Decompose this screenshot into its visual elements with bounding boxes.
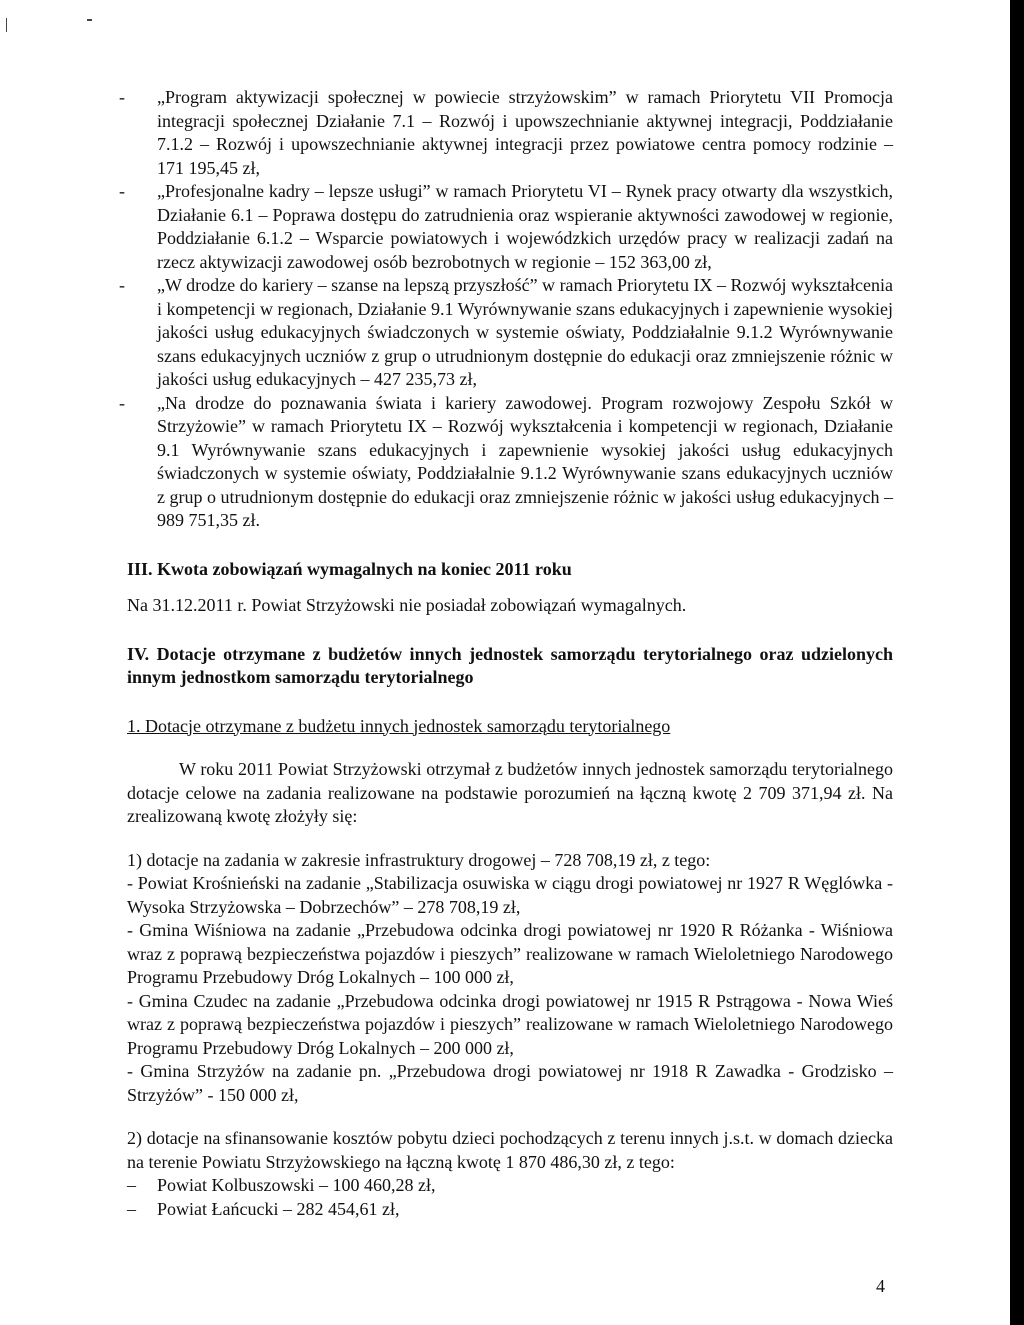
project-list [127, 86, 893, 533]
scan-edge-mark [6, 18, 7, 32]
section-iv-subheading: 1. Dotacje otrzymane z budżetu innych jednostek samorządu terytorialnego [127, 715, 671, 736]
point-2-item: – Powiat Kolbuszowski – 100 460,28 zł, [127, 1174, 893, 1198]
scan-edge-bar [1010, 0, 1024, 1325]
section-iii-text: Na 31.12.2011 r. Powiat Strzyżowski nie posiadał zobowiązań wymagalnych. [127, 595, 687, 615]
scan-speck [87, 19, 92, 21]
project-item: - „W drodze do kariery – szanse na lepszą przyszłość” w ramach Priorytetu IX – Rozwój wykształcenia i kompetencji w regionach, Działanie 9.1 Wyrównywanie szans edukacyjnych i zapewnienie wysokiej jakości usług edukacyjnych świadczonych w systemie oświaty, Poddziałalnie 9.1.2 Wyrównywanie szans edukacyjnych uczniów z grup o utrudnionym dostępnie do edukacji oraz zmniejszenie różnic w jakości usług edukacyjnych – 427 235,73 zł, [127, 274, 893, 392]
section-iv-heading: IV. Dotacje otrzymane z budżetów innych jednostek samorządu terytorialnego oraz udzielonych innym jednostkom samorządu terytorialnego [127, 643, 893, 687]
project-item: - „Na drodze do poznawania świata i kariery zawodowej. Program rozwojowy Zespołu Szkół w Strzyżowie” w ramach Priorytetu IX – Rozwój wykształcenia i kompetencji w regionach, Działanie 9.1 Wyrównywanie szans edukacyjnych i zapewnienie wysokiej jakości usług edukacyjnych świadczonych w systemie oświaty, Poddziałalnie 9.1.2 Wyrównywanie szans edukacyjnych uczniów z grup o utrudnionym dostępnie do edukacji oraz zmniejszenie różnic w jakości usług edukacyjnych – 989 751,35 zł. [127, 392, 893, 533]
project-item: - „Program aktywizacji społecznej w powiecie strzyżowskim” w ramach Priorytetu VII Promocja integracji społecznej Działanie 7.1 – Rozwój i upowszechnianie aktywnej integracji, Poddziałanie 7.1.2 – Rozwój i upowszechnianie aktywnej integracji przez powiatowe centra pomocy rodzinie – 171 195,45 zł, [127, 86, 893, 180]
point-1-line: - Powiat Krośnieński na zadanie „Stabilizacja osuwiska w ciągu drogi powiatowej nr 1927 R Węglówka - Wysoka Strzyżowska – Dobrzechów” – 278 708,19 zł, [127, 873, 893, 917]
project-item: - „Profesjonalne kadry – lepsze usługi” w ramach Priorytetu VI – Rynek pracy otwarty dla wszystkich, Działanie 6.1 – Poprawa dostępu do zatrudnienia oraz wspieranie aktywności zawodowej w regionie, Poddziałanie 6.1.2 – Wsparcie powiatowych i wojewódzkich urzędów pracy w realizacji zadań na rzecz aktywizacji zawodowej osób bezrobotnych w regionie – 152 363,00 zł, [127, 180, 893, 274]
point-1-line: - Gmina Czudec na zadanie „Przebudowa odcinka drogi powiatowej nr 1915 R Pstrągowa - Nowa Wieś wraz z poprawą bezpieczeństwa pojazdów i pieszych” realizowane w ramach Wieloletniego Narodowego Programu Przebudowy Dróg Lokalnych – 200 000 zł, [127, 990, 893, 1058]
page-number: 4 [876, 1276, 885, 1296]
point-1-line: - Gmina Strzyżów na zadanie pn. „Przebudowa drogi powiatowej nr 1918 R Zawadka - Grodzisko – Strzyżów” - 150 000 zł, [127, 1061, 893, 1105]
document-body [127, 86, 893, 1221]
point-2-title: 2) dotacje na sfinansowanie kosztów pobytu dzieci pochodzących z terenu innych j.s.t. w domach dziecka na terenie Powiatu Strzyżowskiego na łączną kwotę 1 870 486,30 zł, z tego: [127, 1128, 893, 1172]
point-1-title: 1) dotacje na zadania w zakresie infrastruktury drogowej – 728 708,19 zł, z tego: [127, 849, 711, 870]
point-1-line: - Gmina Wiśniowa na zadanie „Przebudowa odcinka drogi powiatowej nr 1920 R Różanka - Wiśniowa wraz z poprawą bezpieczeństwa pojazdów i pieszych” realizowane w ramach Wieloletniego Narodowego Programu Przebudowy Dróg Lokalnych – 100 000 zł, [127, 920, 893, 987]
point-2-list [127, 1174, 893, 1221]
section-iv-intro: W roku 2011 Powiat Strzyżowski otrzymał z budżetów innych jednostek samorządu terytorialnego dotacje celowe na zadania realizowane na podstawie porozumień na łączną kwotę 2 709 371,94 zł. Na zrealizowaną kwotę złożyły się: [127, 759, 893, 826]
point-2-item: – Powiat Łańcucki – 282 454,61 zł, [127, 1198, 893, 1222]
section-iii-heading: III. Kwota zobowiązań wymagalnych na koniec 2011 roku [127, 558, 572, 579]
